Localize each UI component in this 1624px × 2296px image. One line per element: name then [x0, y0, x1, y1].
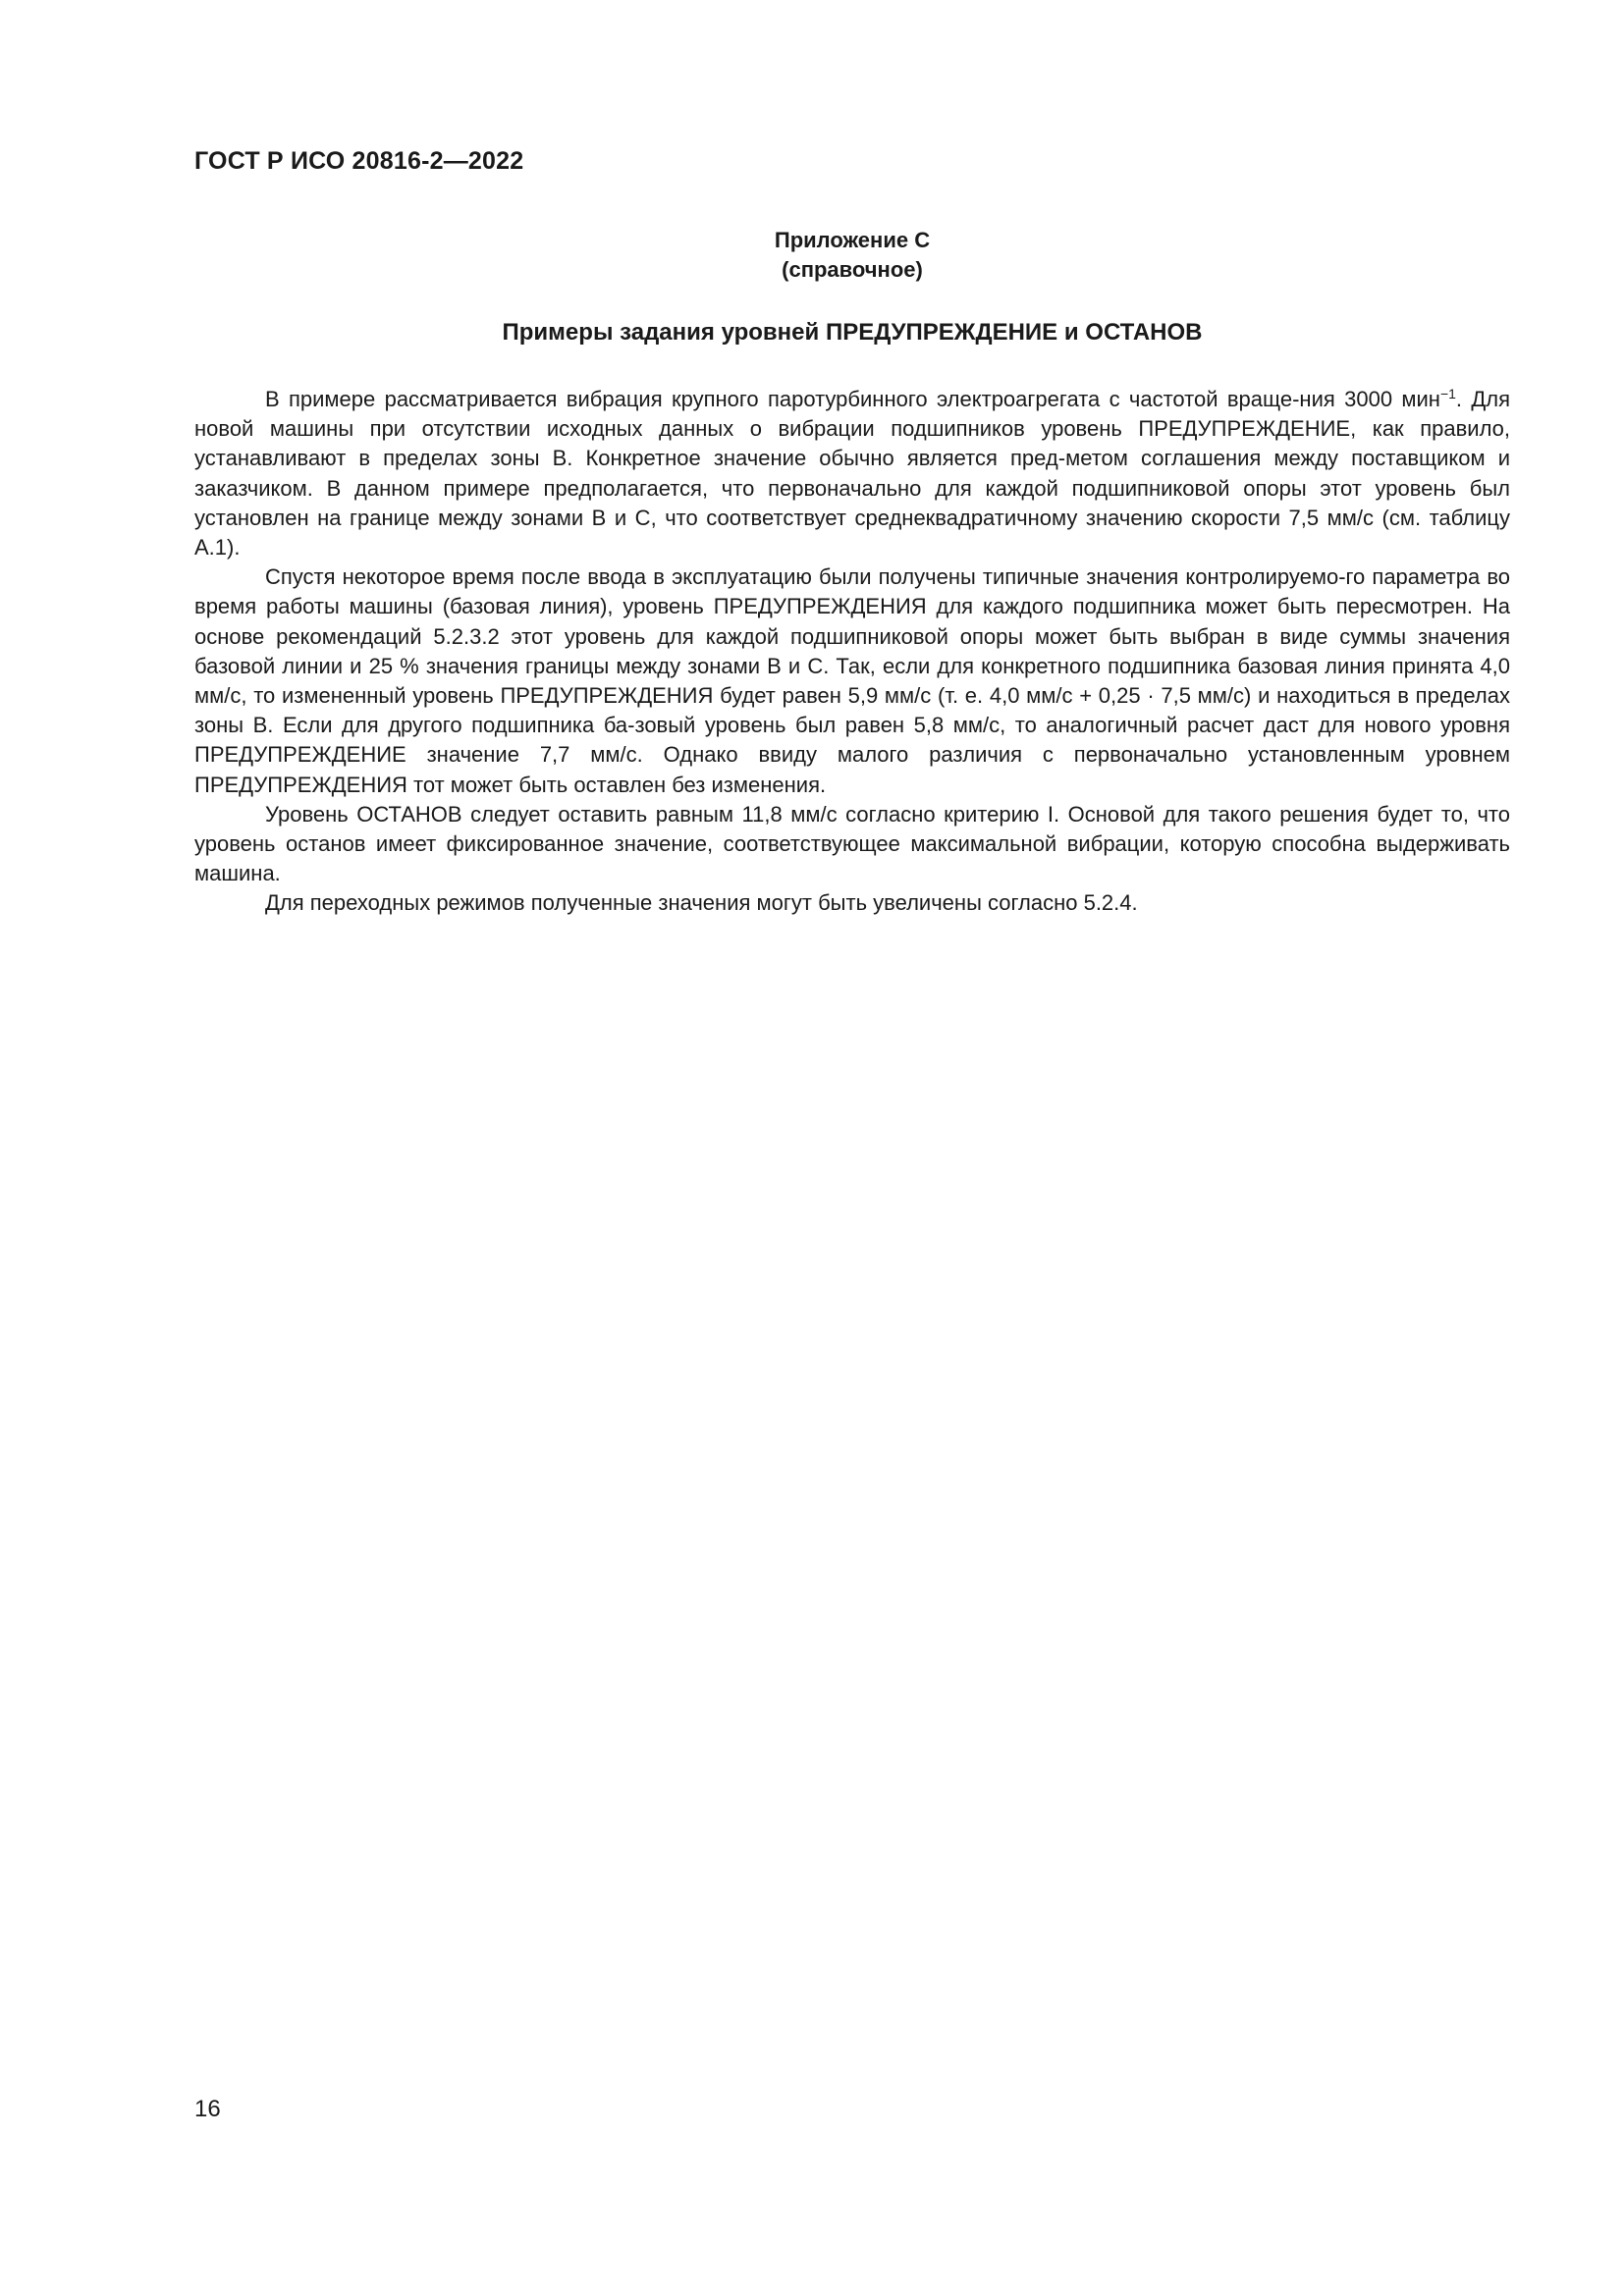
paragraph-1 [194, 385, 1510, 562]
paragraph-4: Для переходных режимов полученные значения могут быть увеличены согласно 5.2.4. [265, 890, 1138, 916]
annex-label: Приложение С [774, 228, 931, 252]
paragraph-2: Спустя некоторое время после ввода в эксплуатацию были получены типичные значения контролируемо-го параметра во время работы машины (базовая линия), уровень ПРЕДУПРЕЖДЕНИЯ для каждого подшипника может быть пересмотрен. На основе рекомендаций 5.2.3.2 этот уровень для каждой подшипниковой опоры может быть выбран в виде суммы значения базовой линии и 25 % значения границы между зонами В и С. Так, если для конкретного подшипника базовая линия принята 4,0 мм/с, то измененный уровень ПРЕДУПРЕЖДЕНИЯ будет равен 5,9 мм/с (т. е. 4,0 мм/с + 0,25 · 7,5 мм/с) и находиться в пределах зоны В. Если для другого подшипника ба-зовый уровень был равен 5,8 мм/с, то аналогичный расчет даст для нового уровня ПРЕДУПРЕЖДЕНИЕ значение 7,7 мм/с. Однако ввиду малого различия с первоначально установленным уровнем ПРЕДУПРЕЖДЕНИЯ тот может быть оставлен без изменения. [194, 564, 1510, 797]
body-text [194, 385, 1510, 919]
superscript-exponent: −1 [1439, 386, 1456, 401]
annex-status: (справочное) [782, 257, 923, 282]
paragraph-3: Уровень ОСТАНОВ следует оставить равным 11,8 мм/с согласно критерию I. Основой для такого решения будет то, что уровень останов имеет фиксированное значение, соответствующее максимальной вибрации, которую способна выдерживать машина. [194, 801, 1510, 886]
document-code: ГОСТ Р ИСО 20816-2—2022 [194, 147, 524, 175]
annex-title: Примеры задания уровней ПРЕДУПРЕЖДЕНИЕ и ОСТАНОВ [502, 319, 1203, 346]
annex-heading [194, 226, 1510, 285]
paragraph-1-start: В примере рассматривается вибрация крупного паротурбинного электроагрегата с частотой враще-ния 3000 мин [265, 387, 1440, 411]
paragraph-1-rest: . Для новой машины при отсутствии исходных данных о вибрации подшипников уровень ПРЕДУПРЕЖДЕНИЕ, как правило, устанавливают в пределах зоны В. Конкретное значение обычно является пред-метом соглашения между поставщиком и заказчиком. В данном примере предполагается, что первоначально для каждой подшипниковой опоры этот уровень был установлен на границе между зонами В и С, что соответствует среднеквадратичному значению скорости 7,5 мм/с (см. таблицу А.1). [194, 387, 1510, 561]
page-number: 16 [194, 2096, 221, 2122]
